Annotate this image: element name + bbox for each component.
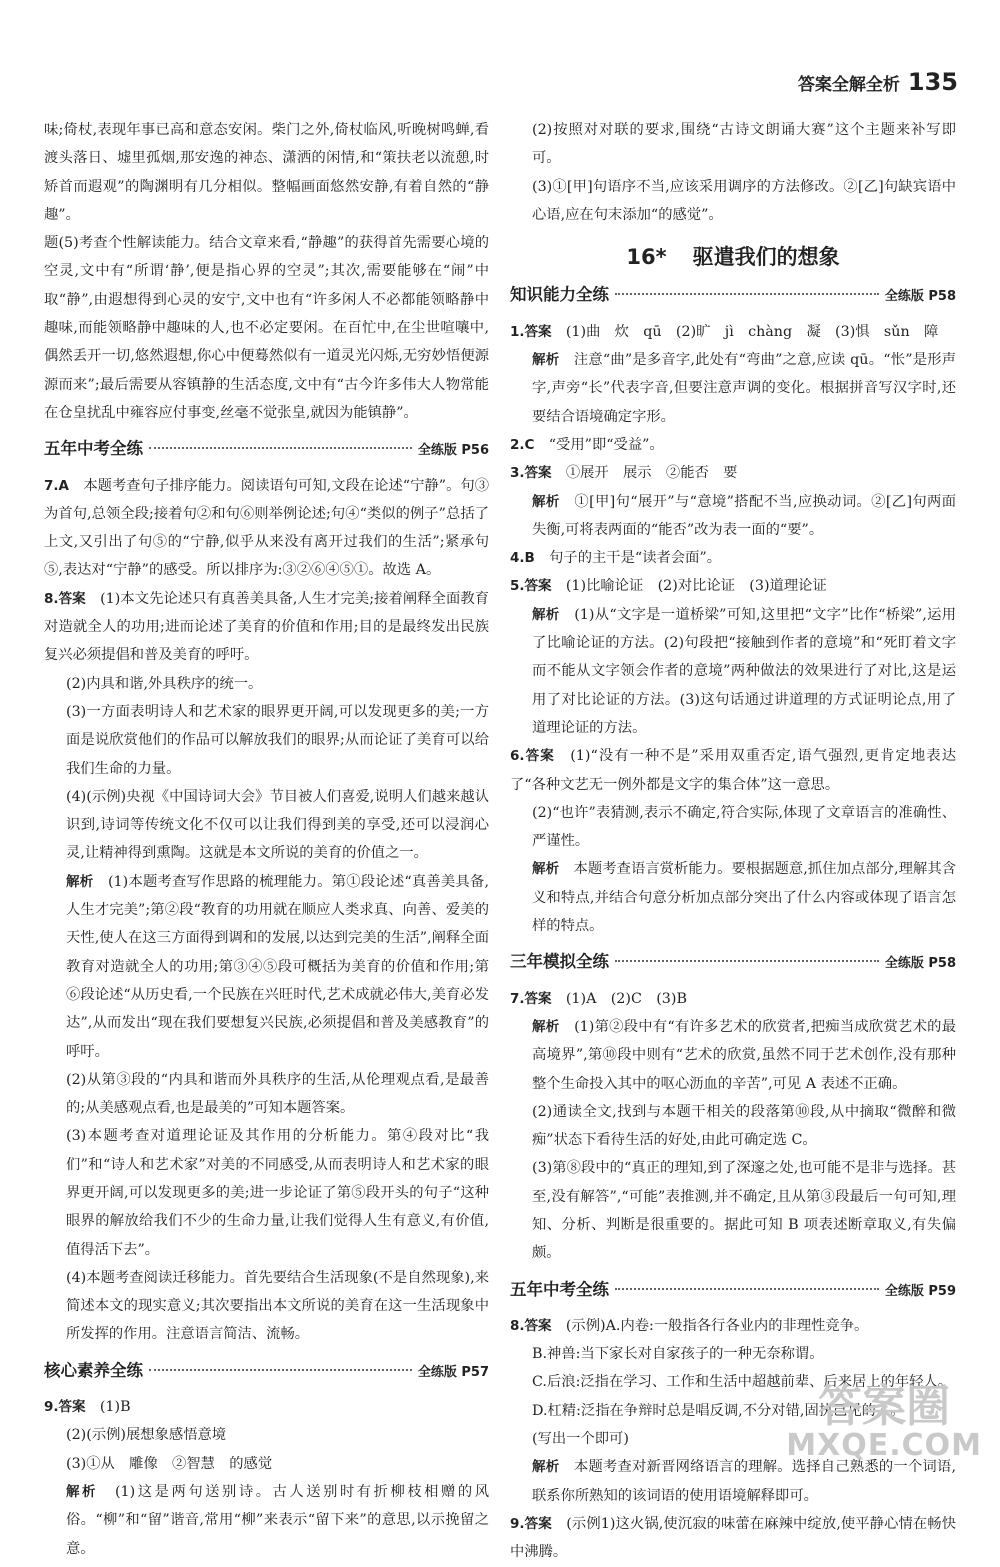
analysis-label: 解析 xyxy=(532,1018,560,1035)
answer-item: 3.答案 ①展开 展示 ②能否 要 xyxy=(510,465,738,482)
answer-item: 9.答案 (1)B xyxy=(44,1399,131,1416)
analysis-label: 解析 xyxy=(66,873,94,890)
answer-line: (4)(示例)央视《中国诗词大会》节目被人们喜爱,说明人们越来越认识到,诗词等传统文化不仅可以让我们得到美的享受,还可以浸润心灵,让精神得到熏陶。这就是本文所说的美育的价值之一。 xyxy=(66,788,489,862)
paragraph: 题(5)考查个性解读能力。结合文章来看,“静趣”的获得首先需要心境的空灵,文中有“所谓‘静’,便是指心界的空灵”;其次,需要能够在“闹”中取“静”,由遐想得到心灵的安宁,文中也有“许多闲人不必都能领略静中趣味,而能领略静中趣味的人,也不必定要闲。在百忙中,在尘世喧嚷中,偶然丢开一切,悠然遐想,你心中便蓦然似有一道灵光闪烁,无穷妙悟便源源而来”;最后需要从容镇静的生活态度,文中有“古今许多伟大人物常能在仓皇扰乱中雍容应付事变,丝毫不觉张皇,就因为能镇静”。 xyxy=(44,235,489,421)
analysis-item: 解析 (1)本题考查写作思路的梳理能力。第①段论述“真善美具备,人生才完美”;第②段“教育的功用就在顺应人类求真、向善、爱美的天性,使人在这三方面得到调和的发展,以达到完美的生活”,阐释全面教育对造就全人的功用;第③④⑤段可概括为美育的价值和作用;第⑥段论述“从历史看,一个民族在兴旺时代,艺术成就必伟大,美育必发达”,从而发出“现在我们要想复兴民族,必须提倡和普及美感教育”的呼吁。 xyxy=(66,873,490,1060)
answer-line: C.后浪:泛指在学习、工作和生活中超越前辈、后来居上的年轻人。 xyxy=(532,1374,953,1391)
section-title: 知识能力全练 xyxy=(510,285,609,305)
answer-label: 4.B xyxy=(510,550,535,567)
section-header xyxy=(510,948,956,978)
answer-item: 9.答案 (示例1)这火锅,使沉寂的味蕾在麻辣中绽放,使平静心情在畅快中沸腾。 xyxy=(510,1515,956,1561)
answer-label: 8.答案 xyxy=(44,590,86,607)
analysis-item: 解析 (1)这是两句送别诗。古人送别时有折柳枝相赠的风俗。“柳”和“留”谐音,常用“柳”来表示“留下来”的意思,以示挽留之意。 xyxy=(66,1483,490,1557)
section-title: 核心素养全练 xyxy=(44,1360,143,1380)
answer-label: 7.答案 xyxy=(510,990,552,1007)
watermark-logo-text: 答案圈 xyxy=(818,1381,951,1432)
paragraph: (2)按照对对联的要求,围绕“古诗文朗诵大赛”这个主题来补写即可。 xyxy=(532,122,956,167)
analysis-item: 解析 本题考查对新晋网络语言的理解。选择自己熟悉的一个词语,联系你所熟知的该词语的使用语境解释即可。 xyxy=(532,1459,957,1504)
answer-label: 8.答案 xyxy=(510,1317,552,1334)
answer-item: 8.答案 (1)本文先论述只有真善美具备,人生才完美;接着阐释全面教育对造就全人的功用;进而论述了美育的价值和作用;目的是最终发出民族复兴必须提倡和普及美育的呼吁。 xyxy=(44,590,489,664)
answer-label: 6.答案 xyxy=(510,748,555,765)
answer-item: 6.答案 (1)“没有一种不是”采用双重否定,语气强烈,更肯定地表达了“各种文艺无一例外都是文字的集合体”这一意思。 xyxy=(510,748,956,793)
section-header xyxy=(44,1357,489,1387)
answer-label: 7.A xyxy=(44,477,69,494)
answer-item: 5.答案 (1)比喻论证 (2)对比论证 (3)道理论证 xyxy=(510,578,827,595)
watermark xyxy=(786,1383,982,1461)
analysis-line: (3)第⑧段中的“真正的理知,到了深邃之处,也可能不是非与选择。甚至,没有解答”,“可能”表推测,并不确定,且从第③段最后一句可知,理知、分析、判断是很重要的。据此可知 B 项表述断章取义,有失偏颇。 xyxy=(532,1160,956,1262)
analysis-item: 解析 (1)从“文字是一道桥梁”可知,这里把“文字”比作“桥梁”,运用了比喻论证的方法。(2)句段把“接触到作者的意境”和“死盯着文字而不能从文字领会作者的意境”两种做法的效果进行了对比,这是运用了对比论证的方法。(3)这句话通过讲道理的方式证明论点,用了道理论证的方法。 xyxy=(532,606,957,736)
answer-label: 2.C xyxy=(510,436,535,453)
section-header xyxy=(510,281,956,311)
answer-line: (写出一个即可) xyxy=(532,1431,629,1448)
dotted-leader xyxy=(615,1288,879,1290)
lesson-name: 驱遣我们的想象 xyxy=(692,245,840,270)
lesson-number: 16* xyxy=(626,245,667,270)
analysis-item: 解析 注意“曲”是多音字,此处有“弯曲”之意,应读 qū。“怅”是形声字,声旁“长”代表字音,但要注意声调的变化。根据拼音写汉字时,还要结合语境确定字形。 xyxy=(532,352,956,425)
answer-line: D.杠精:泛指在争辩时总是唱反调,不分对错,固执己见的人。 xyxy=(532,1402,905,1419)
section-header xyxy=(510,1276,956,1306)
analysis-item: 解析 (1)第②段中有“有许多艺术的欣赏者,把痴当成欣赏艺术的最高境界”,第⑩段中则有“艺术的欣赏,虽然不同于艺术创作,没有那种整个生命投入其中的呕心沥血的辛苦”,可见 A 表述不正确。 xyxy=(532,1018,957,1092)
analysis-label: 解析 xyxy=(532,493,560,510)
section-ref: 全练版 P57 xyxy=(417,1364,489,1380)
section-title: 三年模拟全练 xyxy=(510,952,609,972)
answer-line: B.神兽:当下家长对自家孩子的一种无奈称谓。 xyxy=(532,1346,824,1363)
analysis-label: 解析 xyxy=(532,606,560,623)
answer-item: 2.C “受用”即“受益”。 xyxy=(510,436,664,453)
answer-item: 4.B 句子的主干是“读者会面”。 xyxy=(510,550,721,567)
answer-line: (2)(示例)展想象感悟意境 xyxy=(66,1427,227,1444)
answer-line: (2)内具和谐,外具秩序的统一。 xyxy=(66,675,263,692)
lesson-title xyxy=(510,243,956,271)
page-number: 135 xyxy=(907,68,958,96)
analysis-item: 解析 ①[甲]句“展开”与“意境”搭配不当,应换动词。②[乙]句两面失衡,可将表两面的“能否”改为表一面的“要”。 xyxy=(532,493,957,538)
section-title: 五年中考全练 xyxy=(44,439,143,459)
analysis-line: (2)通读全文,找到与本题干相关的段落第⑩段,从中摘取“微醉和微痴”状态下看待生活的好处,由此可确定选 C。 xyxy=(532,1103,956,1149)
answer-line: (2)“也许”表猜测,表示不确定,符合实际,体现了文章语言的准确性、严谨性。 xyxy=(532,804,956,850)
paragraph: 味;倚杖,表现年事已高和意态安闲。柴门之外,倚杖临风,听晚树鸣蝉,看渡头落日、墟里孤烟,那安逸的神态、潇洒的闲情,和“策扶老以流憩,时矫首而遐观”的陶渊明有几分相似。整幅画面悠然安静,有着自然的“静趣”。 xyxy=(44,122,489,223)
section-header xyxy=(44,435,489,465)
analysis-item: 解析 本题考查语言赏析能力。要根据题意,抓住加点部分,理解其含义和特点,并结合句意分析加点部分突出了什么内容或体现了语言怎样的特点。 xyxy=(532,861,957,935)
dotted-leader xyxy=(615,960,879,962)
answer-item: 8.答案 (示例)A.内卷:一般指各行各业内的非理性竞争。 xyxy=(510,1317,869,1334)
analysis-line: (3)本题考查对道理论证及其作用的分析能力。第④段对比“我们”和“诗人和艺术家”对美的不同感受,从而表明诗人和艺术家的眼界更开阔,可以发现更多的美;进一步论证了第⑤段开头的句子“这种眼界的解放给我们不少的生命力量,让我们觉得人生有意义,有价值,值得活下去”。 xyxy=(66,1128,489,1258)
right-column xyxy=(510,116,956,1567)
analysis-line: (4)本题考查阅读迁移能力。首先要结合生活现象(不是自然现象),来简述本文的现实意义;其次要指出本文所说的美育在这一生活现象中所发挥的作用。注意语言简洁、流畅。 xyxy=(66,1269,489,1343)
dotted-leader xyxy=(149,447,412,449)
section-title: 五年中考全练 xyxy=(510,1279,609,1299)
section-ref: 全练版 P59 xyxy=(884,1283,956,1299)
section-ref: 全练版 P56 xyxy=(417,443,489,459)
page-header xyxy=(798,68,958,96)
analysis-label: 解析 xyxy=(532,1459,560,1476)
answer-line: (3)①从 雕像 ②智慧 的感觉 xyxy=(66,1455,273,1472)
analysis-label: 解析 xyxy=(532,861,560,878)
section-ref: 全练版 P58 xyxy=(884,289,956,305)
answer-label: 1.答案 xyxy=(510,323,552,340)
answer-line: (3)一方面表明诗人和艺术家的眼界更开阔,可以发现更多的美;一方面是说欣赏他们的作品可以解放我们的眼界;从而论证了美育可以给我们生命的力量。 xyxy=(66,703,489,777)
left-column xyxy=(44,116,489,1563)
answer-label: 3.答案 xyxy=(510,465,552,482)
header-title: 答案全解全析 xyxy=(797,75,900,95)
analysis-line: (2)从第③段的“内具和谐而外具秩序的生活,从伦理观点看,是最善的;从美感观点看,也是最美的”可知本题答案。 xyxy=(66,1071,489,1117)
paragraph: (3)①[甲]句语序不当,应该采用调序的方法修改。②[乙]句缺宾语中心语,应在句末添加“的感觉”。 xyxy=(532,178,956,223)
answer-item: 1.答案 (1)曲 炊 qū (2)旷 jì chàng 凝 (3)惧 sǔn 障 xyxy=(510,323,939,340)
watermark-url: MXQE.COM xyxy=(786,1428,982,1463)
answer-label: 9.答案 xyxy=(510,1515,552,1532)
section-ref: 全练版 P58 xyxy=(884,956,956,972)
answer-label: 9.答案 xyxy=(44,1399,86,1416)
dotted-leader xyxy=(149,1369,412,1371)
analysis-label: 解析 xyxy=(66,1483,99,1500)
answer-item: 7.答案 (1)A (2)C (3)B xyxy=(510,990,687,1007)
answer-label: 5.答案 xyxy=(510,578,552,595)
dotted-leader xyxy=(615,293,879,295)
analysis-label: 解析 xyxy=(532,352,560,369)
answer-item: 7.A 本题考查句子排序能力。阅读语句可知,文段在论述“宁静”。句③为首句,总领全段;接着句②和句⑥则举例论述;句④“类似的例子”总括了上文,又引出了句⑤的“宁静,似乎从来没有离开过我们的生活”;紧承句⑤,表达对“宁静”的感受。所以排序为:③②⑥④⑤①。故选 A。 xyxy=(44,477,490,579)
